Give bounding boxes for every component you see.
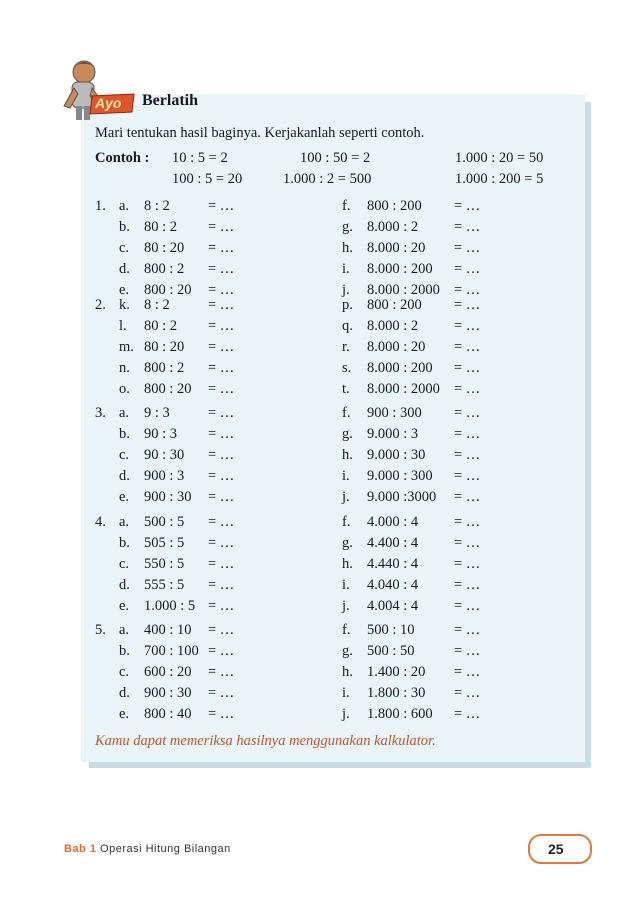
item-letter: j. <box>342 282 350 298</box>
item-answer-blank: = … <box>454 381 481 397</box>
item-answer-blank: = … <box>208 706 235 722</box>
item-expression: 9.000 : 30 <box>367 447 426 463</box>
item-letter: a. <box>119 514 130 530</box>
item-expression: 9.000 : 3 <box>367 426 419 442</box>
item-answer-blank: = … <box>454 535 481 551</box>
item-expression: 8.000 : 200 <box>367 261 433 277</box>
item-answer-blank: = … <box>454 447 481 463</box>
item-expression: 90 : 30 <box>144 447 185 463</box>
ayo-badge-label: Ayo <box>95 95 122 111</box>
item-letter: n. <box>119 360 130 376</box>
calculator-note: Kamu dapat memeriksa hasilnya menggunakan kalkulator. <box>95 733 436 749</box>
item-expression: 800 : 200 <box>367 297 422 313</box>
item-letter: e. <box>119 706 130 722</box>
item-answer-blank: = … <box>208 318 235 334</box>
item-answer-blank: = … <box>454 240 481 256</box>
item-letter: i. <box>342 577 350 593</box>
item-letter: g. <box>342 535 353 551</box>
item-expression: 500 : 50 <box>367 643 415 659</box>
item-expression: 8.000 : 20 <box>367 240 426 256</box>
item-answer-blank: = … <box>454 426 481 442</box>
item-answer-blank: = … <box>454 577 481 593</box>
item-answer-blank: = … <box>454 297 481 313</box>
item-letter: r. <box>342 339 350 355</box>
item-expression: 900 : 30 <box>144 685 192 701</box>
item-letter: d. <box>119 685 130 701</box>
item-letter: g. <box>342 219 353 235</box>
problem-number: 4. <box>95 514 106 530</box>
item-expression: 4.400 : 4 <box>367 535 419 551</box>
item-answer-blank: = … <box>454 468 481 484</box>
contoh-label: Contoh : <box>95 150 150 166</box>
example-6: 1.000 : 200 = 5 <box>455 171 544 187</box>
item-expression: 8.000 : 200 <box>367 360 433 376</box>
item-answer-blank: = … <box>454 219 481 235</box>
item-answer-blank: = … <box>454 514 481 530</box>
item-letter: h. <box>342 664 353 680</box>
item-letter: i. <box>342 468 350 484</box>
item-answer-blank: = … <box>208 360 235 376</box>
item-letter: b. <box>119 219 130 235</box>
item-expression: 1.800 : 30 <box>367 685 426 701</box>
item-answer-blank: = … <box>208 598 235 614</box>
item-answer-blank: = … <box>454 261 481 277</box>
item-expression: 555 : 5 <box>144 577 185 593</box>
item-expression: 700 : 100 <box>144 643 199 659</box>
item-letter: g. <box>342 643 353 659</box>
item-expression: 8 : 2 <box>144 198 170 214</box>
item-letter: c. <box>119 240 130 256</box>
item-letter: j. <box>342 706 350 722</box>
item-expression: 1.000 : 5 <box>144 598 196 614</box>
item-answer-blank: = … <box>208 297 235 313</box>
item-letter: f. <box>342 514 351 530</box>
item-expression: 9.000 :3000 <box>367 489 437 505</box>
item-expression: 1.800 : 600 <box>367 706 433 722</box>
item-letter: b. <box>119 535 130 551</box>
item-answer-blank: = … <box>454 360 481 376</box>
item-letter: f. <box>342 405 351 421</box>
item-letter: h. <box>342 556 353 572</box>
item-letter: m. <box>119 339 134 355</box>
item-answer-blank: = … <box>208 219 235 235</box>
item-answer-blank: = … <box>454 643 481 659</box>
problem-number: 1. <box>95 198 106 214</box>
item-expression: 600 : 20 <box>144 664 192 680</box>
item-answer-blank: = … <box>454 685 481 701</box>
item-letter: h. <box>342 240 353 256</box>
item-expression: 800 : 2 <box>144 261 185 277</box>
item-expression: 400 : 10 <box>144 622 192 638</box>
item-answer-blank: = … <box>454 489 481 505</box>
item-answer-blank: = … <box>454 282 481 298</box>
page-number: 25 <box>548 841 564 857</box>
item-expression: 900 : 30 <box>144 489 192 505</box>
item-expression: 800 : 2 <box>144 360 185 376</box>
item-letter: c. <box>119 664 130 680</box>
item-letter: e. <box>119 489 130 505</box>
item-expression: 1.400 : 20 <box>367 664 426 680</box>
item-letter: f. <box>342 198 351 214</box>
item-expression: 8.000 : 2 <box>367 219 419 235</box>
item-answer-blank: = … <box>454 664 481 680</box>
item-answer-blank: = … <box>454 706 481 722</box>
instruction-text: Mari tentukan hasil baginya. Kerjakanlah seperti contoh. <box>95 125 425 141</box>
example-4: 100 : 5 = 20 <box>172 171 243 187</box>
item-answer-blank: = … <box>208 622 235 638</box>
item-letter: d. <box>119 261 130 277</box>
item-expression: 900 : 3 <box>144 468 185 484</box>
item-expression: 800 : 20 <box>144 282 192 298</box>
item-letter: k. <box>119 297 130 313</box>
problem-number: 2. <box>95 297 106 313</box>
item-letter: a. <box>119 405 130 421</box>
item-expression: 9.000 : 300 <box>367 468 433 484</box>
item-letter: s. <box>342 360 352 376</box>
item-expression: 4.004 : 4 <box>367 598 419 614</box>
item-expression: 80 : 2 <box>144 318 178 334</box>
item-answer-blank: = … <box>208 489 235 505</box>
section-title: Berlatih <box>142 92 198 109</box>
item-letter: j. <box>342 598 350 614</box>
item-letter: a. <box>119 622 130 638</box>
item-letter: i. <box>342 685 350 701</box>
item-expression: 4.000 : 4 <box>367 514 419 530</box>
item-letter: e. <box>119 598 130 614</box>
item-answer-blank: = … <box>208 282 235 298</box>
item-answer-blank: = … <box>454 556 481 572</box>
item-answer-blank: = … <box>208 514 235 530</box>
item-expression: 500 : 5 <box>144 514 185 530</box>
item-answer-blank: = … <box>208 240 235 256</box>
item-answer-blank: = … <box>208 577 235 593</box>
item-letter: c. <box>119 447 130 463</box>
item-letter: c. <box>119 556 130 572</box>
item-letter: i. <box>342 261 350 277</box>
item-answer-blank: = … <box>454 339 481 355</box>
item-letter: l. <box>119 318 127 334</box>
item-expression: 80 : 2 <box>144 219 178 235</box>
item-answer-blank: = … <box>208 426 235 442</box>
item-expression: 8.000 : 2000 <box>367 282 440 298</box>
item-letter: d. <box>119 468 130 484</box>
item-answer-blank: = … <box>208 198 235 214</box>
item-letter: e. <box>119 282 130 298</box>
item-answer-blank: = … <box>454 622 481 638</box>
example-1: 10 : 5 = 2 <box>172 150 228 166</box>
item-expression: 900 : 300 <box>367 405 422 421</box>
item-expression: 4.040 : 4 <box>367 577 419 593</box>
item-answer-blank: = … <box>208 405 235 421</box>
item-answer-blank: = … <box>208 643 235 659</box>
item-expression: 800 : 200 <box>367 198 422 214</box>
item-answer-blank: = … <box>208 381 235 397</box>
item-expression: 800 : 20 <box>144 381 192 397</box>
item-answer-blank: = … <box>208 535 235 551</box>
chapter-title: Operasi Hitung Bilangan <box>100 843 231 855</box>
chapter-label: Bab 1 <box>64 843 97 855</box>
item-letter: q. <box>342 318 353 334</box>
item-answer-blank: = … <box>208 685 235 701</box>
problem-number: 5. <box>95 622 106 638</box>
item-answer-blank: = … <box>454 405 481 421</box>
item-answer-blank: = … <box>454 198 481 214</box>
item-expression: 80 : 20 <box>144 339 185 355</box>
panel-shadow-bottom <box>89 762 591 768</box>
item-expression: 8 : 2 <box>144 297 170 313</box>
panel-shadow-right <box>585 102 591 768</box>
item-letter: b. <box>119 643 130 659</box>
item-expression: 505 : 5 <box>144 535 185 551</box>
item-answer-blank: = … <box>208 261 235 277</box>
item-expression: 80 : 20 <box>144 240 185 256</box>
item-letter: h. <box>342 447 353 463</box>
item-letter: a. <box>119 198 130 214</box>
item-letter: j. <box>342 489 350 505</box>
item-letter: t. <box>342 381 350 397</box>
item-expression: 9 : 3 <box>144 405 170 421</box>
item-answer-blank: = … <box>208 664 235 680</box>
item-answer-blank: = … <box>454 598 481 614</box>
item-expression: 8.000 : 2000 <box>367 381 440 397</box>
item-expression: 8.000 : 2 <box>367 318 419 334</box>
item-letter: p. <box>342 297 353 313</box>
problem-number: 3. <box>95 405 106 421</box>
example-5: 1.000 : 2 = 500 <box>283 171 372 187</box>
item-answer-blank: = … <box>208 339 235 355</box>
item-expression: 90 : 3 <box>144 426 178 442</box>
item-expression: 4.440 : 4 <box>367 556 419 572</box>
item-answer-blank: = … <box>208 447 235 463</box>
example-3: 1.000 : 20 = 50 <box>455 150 544 166</box>
item-expression: 800 : 40 <box>144 706 192 722</box>
footer-chapter <box>64 843 231 855</box>
item-answer-blank: = … <box>208 556 235 572</box>
item-answer-blank: = … <box>208 468 235 484</box>
item-letter: o. <box>119 381 130 397</box>
item-letter: f. <box>342 622 351 638</box>
item-letter: b. <box>119 426 130 442</box>
item-expression: 8.000 : 20 <box>367 339 426 355</box>
item-expression: 500 : 10 <box>367 622 415 638</box>
item-letter: g. <box>342 426 353 442</box>
example-2: 100 : 50 = 2 <box>300 150 371 166</box>
item-expression: 550 : 5 <box>144 556 185 572</box>
item-letter: d. <box>119 577 130 593</box>
item-answer-blank: = … <box>454 318 481 334</box>
